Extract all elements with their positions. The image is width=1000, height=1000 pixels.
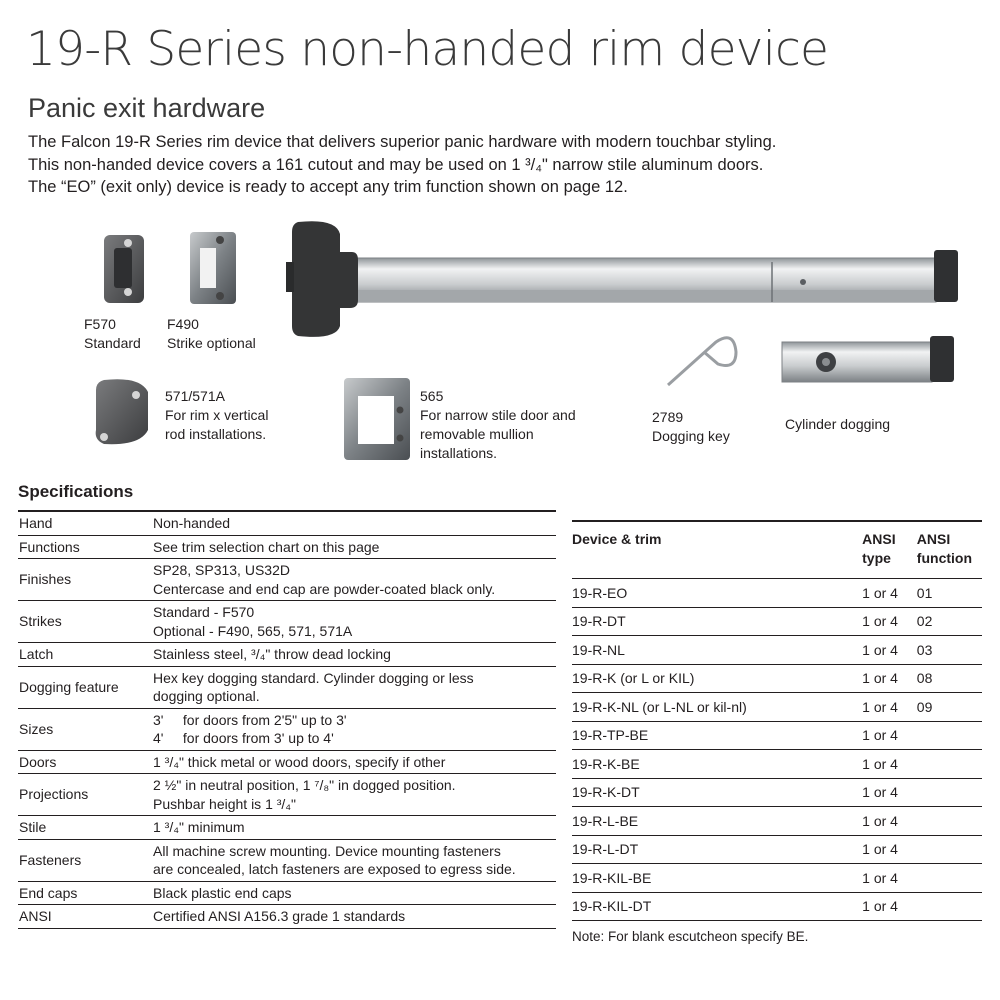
f490-strike-image: [190, 232, 236, 304]
key-code: 2789: [652, 409, 684, 425]
spec-value-line: Centercase and end cap are powder-coated black only.: [153, 580, 496, 597]
ansi-function: [917, 721, 982, 750]
device-name: 19-R-K (or L or KIL): [572, 664, 862, 693]
device-row: [572, 892, 982, 921]
f570-label: Standard: [84, 335, 141, 351]
ansi-function: [917, 778, 982, 807]
spec-value-line: SP28, SP313, US32D: [153, 562, 290, 578]
spec-key: Hand: [18, 511, 153, 535]
specifications-heading: Specifications: [18, 482, 134, 501]
spec-value-line: Stainless steel, ³/₄" throw dead locking: [153, 646, 391, 662]
ansi-function: [917, 892, 982, 921]
dogging-key-image: [668, 338, 736, 385]
spec-value-line: Certified ANSI A156.3 grade 1 standards: [153, 908, 406, 924]
spec-row: [18, 643, 556, 667]
spec-value: [153, 750, 556, 774]
f490-caption: [167, 315, 256, 353]
f570-caption: [84, 315, 141, 353]
page-subtitle: Panic exit hardware: [28, 93, 266, 123]
ansi-function-header: ANSI function: [917, 521, 982, 579]
ansi-type: 1 or 4: [862, 693, 917, 722]
device-name: 19-R-K-DT: [572, 778, 862, 807]
device-row: [572, 664, 982, 693]
device-name: 19-R-K-NL (or L-NL or kil-nl): [572, 693, 862, 722]
s571-strike-image: [96, 379, 148, 444]
spec-key: Fasteners: [18, 839, 153, 881]
spec-value-line: 3' for doors from 2'5" up to 3': [153, 711, 347, 728]
device-name: 19-R-K-BE: [572, 750, 862, 779]
specifications-table: [18, 510, 556, 929]
spec-value: [153, 559, 556, 601]
spec-value: [153, 666, 556, 708]
ansi-function: 08: [917, 664, 982, 693]
ansi-function: [917, 750, 982, 779]
s571-line: For rim x vertical: [165, 407, 269, 423]
device-row: [572, 636, 982, 665]
spec-value: [153, 511, 556, 535]
spec-key: Doors: [18, 750, 153, 774]
s571-line: rod installations.: [165, 426, 267, 442]
ansi-function: [917, 835, 982, 864]
spec-row: [18, 535, 556, 559]
spec-value-line: Optional - F490, 565, 571, 571A: [153, 622, 353, 639]
device-name: 19-R-KIL-DT: [572, 892, 862, 921]
f570-code: F570: [84, 316, 116, 332]
spec-row: [18, 601, 556, 643]
device-row: [572, 607, 982, 636]
ansi-type: 1 or 4: [862, 664, 917, 693]
s565-strike-image: [344, 378, 410, 460]
device-name: 19-R-EO: [572, 579, 862, 608]
ansi-type: 1 or 4: [862, 607, 917, 636]
s565-line: installations.: [420, 445, 498, 461]
device-row: [572, 721, 982, 750]
device-name: 19-R-DT: [572, 607, 862, 636]
ansi-type: 1 or 4: [862, 892, 917, 921]
ansi-function: [917, 807, 982, 836]
ansi-function: 02: [917, 607, 982, 636]
s565-code: 565: [420, 388, 444, 404]
intro-line: This non-handed device covers a 161 cutout and may be used on 1 ³/₄" narrow stile aluminum doors.: [28, 155, 764, 174]
spec-value-line: 2 ½" in neutral position, 1 ⁷/₈" in dogged position.: [153, 777, 456, 793]
spec-value-line: 4' for doors from 3' up to 4': [153, 730, 334, 746]
spec-value-line: Hex key dogging standard. Cylinder dogging or less: [153, 669, 474, 686]
key-caption: [652, 408, 730, 446]
spec-row: [18, 559, 556, 601]
spec-row: [18, 816, 556, 840]
spec-key: End caps: [18, 881, 153, 905]
cyl-caption: [785, 415, 890, 434]
rim-device-image: [286, 221, 958, 337]
spec-value: [153, 643, 556, 667]
intro-line: The Falcon 19-R Series rim device that delivers superior panic hardware with modern touchbar styling.: [28, 133, 777, 151]
spec-value-line: are concealed, latch fasteners are exposed to egress side.: [153, 861, 516, 877]
spec-value: [153, 535, 556, 559]
spec-value: [153, 881, 556, 905]
ansi-type: 1 or 4: [862, 750, 917, 779]
ansi-type: 1 or 4: [862, 721, 917, 750]
device-table-header-row: [572, 521, 982, 579]
spec-value-line: Black plastic end caps: [153, 884, 292, 901]
spec-key: Projections: [18, 774, 153, 816]
spec-row: [18, 511, 556, 535]
device-row: [572, 835, 982, 864]
device-note: Note: For blank escutcheon specify BE.: [572, 929, 809, 944]
device-name: 19-R-TP-BE: [572, 721, 862, 750]
spec-key: ANSI: [18, 905, 153, 929]
spec-key: Dogging feature: [18, 666, 153, 708]
spec-row: [18, 708, 556, 750]
s565-line: For narrow stile door and: [420, 407, 576, 423]
device-name: 19-R-KIL-BE: [572, 864, 862, 893]
spec-value: [153, 816, 556, 840]
ansi-function: 01: [917, 579, 982, 608]
device-trim-header: Device & trim: [572, 521, 862, 579]
spec-key: Sizes: [18, 708, 153, 750]
spec-key: Stile: [18, 816, 153, 840]
spec-value: [153, 905, 556, 929]
device-name: 19-R-L-BE: [572, 807, 862, 836]
f570-strike-image: [104, 235, 144, 303]
spec-value-line: Non-handed: [153, 515, 231, 531]
key-label: Dogging key: [652, 428, 730, 444]
ansi-type: 1 or 4: [862, 778, 917, 807]
spec-key: Finishes: [18, 559, 153, 601]
cyl-label: Cylinder dogging: [785, 416, 891, 432]
spec-value-line: 1 ³/₄" minimum: [153, 819, 245, 835]
ansi-type: 1 or 4: [862, 864, 917, 893]
cylinder-dogging-image: [782, 336, 954, 382]
s565-caption: [420, 387, 576, 463]
ansi-function: 03: [917, 636, 982, 665]
device-name: 19-R-L-DT: [572, 835, 862, 864]
f490-code: F490: [167, 316, 199, 332]
spec-key: Latch: [18, 643, 153, 667]
spec-row: [18, 881, 556, 905]
spec-row: [18, 905, 556, 929]
spec-value: [153, 839, 556, 881]
spec-value: [153, 601, 556, 643]
intro-line: The “EO” (exit only) device is ready to accept any trim function shown on page 12.: [28, 178, 628, 196]
spec-value-line: All machine screw mounting. Device mounting fasteners: [153, 842, 501, 859]
spec-key: Functions: [18, 535, 153, 559]
spec-row: [18, 666, 556, 708]
spec-row: [18, 839, 556, 881]
s565-line: removable mullion: [420, 426, 534, 442]
spec-value-line: dogging optional.: [153, 688, 260, 704]
f490-label: Strike optional: [167, 335, 256, 351]
spec-value: [153, 774, 556, 816]
spec-value: [153, 708, 556, 750]
ansi-function: 09: [917, 693, 982, 722]
device-row: [572, 864, 982, 893]
spec-row: [18, 774, 556, 816]
s571-code: 571/571A: [165, 388, 225, 404]
device-row: [572, 579, 982, 608]
device-row: [572, 693, 982, 722]
spec-row: [18, 750, 556, 774]
ansi-type: 1 or 4: [862, 636, 917, 665]
ansi-type-header: ANSI type: [862, 521, 917, 579]
spec-value-line: Pushbar height is 1 ³/₄": [153, 795, 296, 812]
device-trim-table: [572, 520, 982, 921]
spec-value-line: See trim selection chart on this page: [153, 538, 380, 555]
device-row: [572, 807, 982, 836]
spec-key: Strikes: [18, 601, 153, 643]
device-row: [572, 750, 982, 779]
ansi-type: 1 or 4: [862, 579, 917, 608]
device-name: 19-R-NL: [572, 636, 862, 665]
page-title: 19-R Series non-handed rim device: [26, 22, 829, 77]
ansi-type: 1 or 4: [862, 835, 917, 864]
device-row: [572, 778, 982, 807]
ansi-function: [917, 864, 982, 893]
ansi-type: 1 or 4: [862, 807, 917, 836]
spec-value-line: Standard - F570: [153, 604, 255, 620]
s571-caption: [165, 387, 268, 444]
spec-value-line: 1 ³/₄" thick metal or wood doors, specify if other: [153, 753, 446, 770]
